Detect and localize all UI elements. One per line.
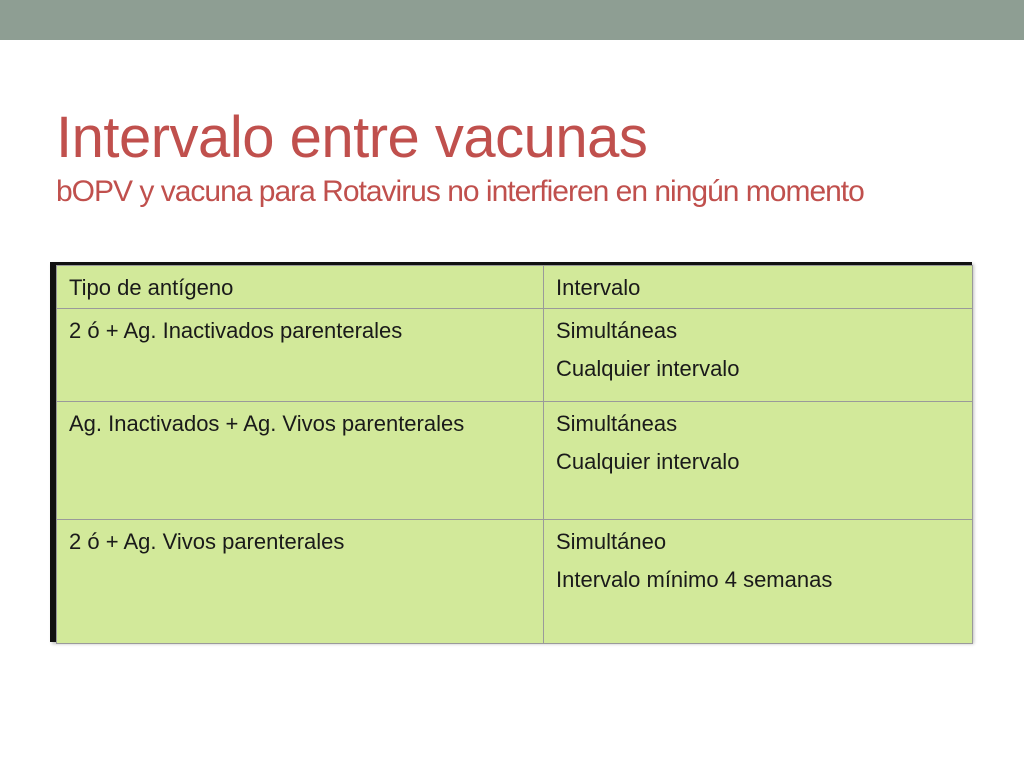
interval-line: Simultáneas (556, 318, 678, 343)
table-grid (56, 265, 973, 644)
slide-subtitle: bOPV y vacuna para Rotavirus no interfieren en ningún momento (56, 175, 864, 208)
slide-title: Intervalo entre vacunas (56, 105, 648, 170)
antigen-cell: 2 ó + Ag. Vivos parenterales (57, 520, 544, 644)
interval-line: Cualquier intervalo (556, 356, 740, 381)
antigen-cell: 2 ó + Ag. Inactivados parenterales (57, 309, 544, 402)
interval-cell (544, 402, 973, 520)
interval-line: Simultáneas (556, 411, 678, 436)
table-header-row (57, 266, 973, 309)
table-row (57, 309, 973, 402)
interval-cell (544, 520, 973, 644)
antigen-interval-table (50, 262, 972, 642)
interval-line: Simultáneo (556, 529, 667, 554)
table-row (57, 402, 973, 520)
top-decorative-bar (0, 0, 1024, 40)
interval-line: Intervalo mínimo 4 semanas (556, 567, 833, 592)
interval-cell (544, 309, 973, 402)
header-interval: Intervalo (544, 266, 973, 309)
interval-line: Cualquier intervalo (556, 449, 740, 474)
antigen-cell: Ag. Inactivados + Ag. Vivos parenterales (57, 402, 544, 520)
header-antigen-type: Tipo de antígeno (57, 266, 544, 309)
table-row (57, 520, 973, 644)
